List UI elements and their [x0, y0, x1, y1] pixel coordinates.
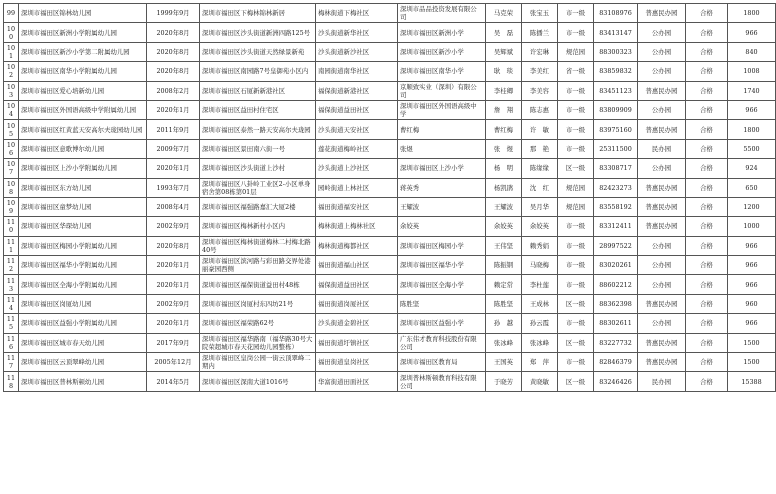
cell-name: 深圳市福田区爱心培新幼儿园 [19, 81, 147, 100]
cell-fee: 966 [728, 236, 776, 255]
cell-date: 2020年1月 [147, 159, 200, 178]
cell-sponsor: 深圳市福田区教育局 [398, 353, 486, 372]
cell-result: 合格 [686, 275, 728, 294]
cell-director: 余姣英 [522, 217, 558, 236]
cell-director: 孙云霞 [522, 314, 558, 333]
cell-result: 合格 [686, 217, 728, 236]
cell-legal: 孙 越 [486, 314, 522, 333]
cell-no: 105 [4, 120, 19, 139]
cell-grade: 市一级 [558, 353, 594, 372]
cell-address: 深圳市福田区沙头街道上沙村 [200, 159, 316, 178]
cell-grade: 市一级 [558, 236, 594, 255]
cell-no: 108 [4, 178, 19, 197]
cell-result: 合格 [686, 314, 728, 333]
cell-name: 深圳市福田区意歌博尔幼儿园 [19, 139, 147, 158]
cell-street: 福田街道圩镇社区 [316, 333, 398, 352]
cell-nature: 普惠民办园 [638, 4, 686, 23]
cell-director: 那 艳 [522, 139, 558, 158]
cell-name: 深圳市福田区华琛幼儿园 [19, 217, 147, 236]
cell-phone: 83108976 [594, 4, 638, 23]
cell-legal: 杨凯鹃 [486, 178, 522, 197]
cell-result: 合格 [686, 139, 728, 158]
cell-phone: 82423273 [594, 178, 638, 197]
cell-grade: 市一级 [558, 100, 594, 119]
cell-phone: 28997522 [594, 236, 638, 255]
cell-nature: 普惠民办园 [638, 294, 686, 313]
cell-legal: 曹红梅 [486, 120, 522, 139]
cell-nature: 普惠民办园 [638, 81, 686, 100]
cell-no: 112 [4, 256, 19, 275]
cell-name: 深圳市福田区新洲小学附属幼儿园 [19, 23, 147, 42]
cell-sponsor: 深圳市福田区益强小学 [398, 314, 486, 333]
cell-no: 114 [4, 294, 19, 313]
cell-legal: 赖定常 [486, 275, 522, 294]
cell-sponsor: 蒋英秀 [398, 178, 486, 197]
cell-date: 2011年9月 [147, 120, 200, 139]
cell-address: 深圳市福田区沙头街道新洲四路125号 [200, 23, 316, 42]
cell-name: 深圳市福田区全海小学附属幼儿园 [19, 275, 147, 294]
cell-phone: 25311500 [594, 139, 638, 158]
cell-address: 深圳市福田区泰然一路天安高尔夫珑园 [200, 120, 316, 139]
cell-street: 福田街道福山社区 [316, 256, 398, 275]
cell-legal: 詹 翔 [486, 100, 522, 119]
cell-grade: 省一级 [558, 62, 594, 81]
cell-fee: 966 [728, 314, 776, 333]
cell-phone: 83227732 [594, 333, 638, 352]
cell-director: 许宏琳 [522, 42, 558, 61]
cell-nature: 公办园 [638, 314, 686, 333]
cell-no: 116 [4, 333, 19, 352]
cell-date: 2014年5月 [147, 372, 200, 391]
cell-fee: 5500 [728, 139, 776, 158]
cell-nature: 公办园 [638, 159, 686, 178]
cell-result: 合格 [686, 353, 728, 372]
cell-address: 深圳市福田区福强路嘉汇大厦2楼 [200, 197, 316, 216]
cell-sponsor: 王耀波 [398, 197, 486, 216]
cell-street: 园岭街道上林社区 [316, 178, 398, 197]
cell-sponsor: 深圳市品品投资发展有限公司 [398, 4, 486, 23]
cell-grade: 区一级 [558, 294, 594, 313]
cell-result: 合格 [686, 42, 728, 61]
cell-fee: 1740 [728, 81, 776, 100]
cell-sponsor: 深圳市福田区全海小学 [398, 275, 486, 294]
cell-fee: 1200 [728, 197, 776, 216]
cell-result: 合格 [686, 62, 728, 81]
cell-name: 深圳市福田区梅园小学附属幼儿园 [19, 236, 147, 255]
cell-legal: 马克荣 [486, 4, 522, 23]
cell-street: 福保街道益田社区 [316, 275, 398, 294]
cell-director: 李美红 [522, 62, 558, 81]
cell-address: 深圳市福田区景田南六街一号 [200, 139, 316, 158]
cell-grade: 市一级 [558, 314, 594, 333]
cell-legal: 吴辉斌 [486, 42, 522, 61]
cell-date: 1993年7月 [147, 178, 200, 197]
cell-result: 合格 [686, 100, 728, 119]
cell-grade: 市一级 [558, 139, 594, 158]
cell-address: 深圳市福田区八卦岭工业区2-小区单身宿舍第08栋第01层 [200, 178, 316, 197]
table-row [4, 236, 776, 255]
cell-sponsor: 陈胜坚 [398, 294, 486, 313]
cell-date: 2020年8月 [147, 236, 200, 255]
cell-legal: 吴 磊 [486, 23, 522, 42]
cell-street: 沙头街道新华社区 [316, 23, 398, 42]
cell-result: 合格 [686, 294, 728, 313]
table-row [4, 197, 776, 216]
cell-director: 郑 萍 [522, 353, 558, 372]
table-row [4, 23, 776, 42]
cell-grade: 区一级 [558, 372, 594, 391]
cell-name: 深圳市福田区上沙小学附属幼儿园 [19, 159, 147, 178]
cell-nature: 普惠民办园 [638, 120, 686, 139]
cell-nature: 普惠民办园 [638, 178, 686, 197]
cell-no: 106 [4, 139, 19, 158]
cell-no: 117 [4, 353, 19, 372]
cell-fee: 966 [728, 23, 776, 42]
cell-date: 2020年1月 [147, 256, 200, 275]
cell-legal: 王伟坚 [486, 236, 522, 255]
cell-nature: 民办园 [638, 372, 686, 391]
cell-no: 107 [4, 159, 19, 178]
cell-fee: 924 [728, 159, 776, 178]
cell-phone: 83308717 [594, 159, 638, 178]
cell-sponsor: 深圳市福田区新沙小学 [398, 42, 486, 61]
cell-result: 合格 [686, 4, 728, 23]
cell-fee: 966 [728, 256, 776, 275]
table-row [4, 256, 776, 275]
cell-sponsor: 深圳市福田区福华小学 [398, 256, 486, 275]
table-row [4, 62, 776, 81]
cell-fee: 1500 [728, 333, 776, 352]
cell-grade: 市一级 [558, 275, 594, 294]
cell-fee: 966 [728, 100, 776, 119]
cell-street: 福保街道益田社区 [316, 100, 398, 119]
cell-grade: 市一级 [558, 217, 594, 236]
table-row [4, 81, 776, 100]
table-row [4, 217, 776, 236]
cell-date: 2020年1月 [147, 100, 200, 119]
cell-grade: 规范园 [558, 178, 594, 197]
cell-result: 合格 [686, 159, 728, 178]
cell-fee: 966 [728, 275, 776, 294]
cell-legal: 张冰峰 [486, 333, 522, 352]
cell-nature: 公办园 [638, 42, 686, 61]
cell-name: 深圳市福田区锦林幼儿园 [19, 4, 147, 23]
cell-director: 陈播兰 [522, 23, 558, 42]
cell-phone: 83451123 [594, 81, 638, 100]
cell-result: 合格 [686, 236, 728, 255]
cell-director: 张冰峰 [522, 333, 558, 352]
cell-director: 陈志惠 [522, 100, 558, 119]
cell-director: 黄晓敏 [522, 372, 558, 391]
cell-grade: 市一级 [558, 4, 594, 23]
cell-street: 梅林街道上梅林社区 [316, 217, 398, 236]
cell-name: 深圳市福田区岗厦幼儿园 [19, 294, 147, 313]
cell-nature: 普惠民办园 [638, 333, 686, 352]
cell-address: 深圳市福田区南园路7号皇御苑小区内 [200, 62, 316, 81]
cell-name: 深圳市福田区外国语高级中学附属幼儿园 [19, 100, 147, 119]
cell-phone: 83558192 [594, 197, 638, 216]
cell-grade: 规范园 [558, 42, 594, 61]
kindergarten-table-page [3, 3, 776, 392]
cell-date: 2008年2月 [147, 81, 200, 100]
cell-date: 2009年7月 [147, 139, 200, 158]
cell-name: 深圳市福田区普林斯顿幼儿园 [19, 372, 147, 391]
cell-date: 2020年8月 [147, 42, 200, 61]
cell-address: 深圳市福田区深南大道1016号 [200, 372, 316, 391]
table-body [4, 4, 776, 392]
cell-grade: 市一级 [558, 120, 594, 139]
cell-no: 113 [4, 275, 19, 294]
cell-name: 深圳市福田区云顶翠峰幼儿园 [19, 353, 147, 372]
cell-date: 2017年9月 [147, 333, 200, 352]
cell-date: 2020年8月 [147, 62, 200, 81]
table-row [4, 159, 776, 178]
cell-sponsor: 深圳普林斯顿教育科技有限公司 [398, 372, 486, 391]
cell-no: 110 [4, 217, 19, 236]
cell-nature: 公办园 [638, 23, 686, 42]
cell-nature: 公办园 [638, 275, 686, 294]
cell-nature: 公办园 [638, 100, 686, 119]
cell-director: 李美容 [522, 81, 558, 100]
cell-street: 梅林街道梅都社区 [316, 236, 398, 255]
cell-grade: 区一级 [558, 159, 594, 178]
cell-sponsor: 深圳市福田区梅园小学 [398, 236, 486, 255]
cell-name: 深圳市福田区童梦幼儿园 [19, 197, 147, 216]
cell-sponsor: 余姣英 [398, 217, 486, 236]
cell-address: 深圳市福田区福荣路62号 [200, 314, 316, 333]
cell-result: 合格 [686, 23, 728, 42]
cell-name: 深圳市福田区新沙小学第二附属幼儿园 [19, 42, 147, 61]
cell-address: 深圳市福田区沙头街道天然绿景新苑 [200, 42, 316, 61]
table-row [4, 4, 776, 23]
cell-nature: 民办园 [638, 139, 686, 158]
cell-result: 合格 [686, 372, 728, 391]
cell-nature: 普惠民办园 [638, 197, 686, 216]
cell-fee: 1500 [728, 353, 776, 372]
table-row [4, 294, 776, 313]
cell-legal: 王耀波 [486, 197, 522, 216]
cell-address: 深圳市福田区下梅林锦林新居 [200, 4, 316, 23]
cell-legal: 余姣英 [486, 217, 522, 236]
cell-address: 深圳市福田区福保街道益田村48栋 [200, 275, 316, 294]
cell-no: 111 [4, 236, 19, 255]
cell-fee: 1000 [728, 217, 776, 236]
cell-no: 102 [4, 62, 19, 81]
cell-nature: 公办园 [638, 256, 686, 275]
cell-street: 福保街道新港社区 [316, 81, 398, 100]
cell-phone: 88302611 [594, 314, 638, 333]
cell-name: 深圳市福田区东方幼儿园 [19, 178, 147, 197]
cell-address: 深圳市福田区梅林新村小区内 [200, 217, 316, 236]
cell-director: 陈缘缘 [522, 159, 558, 178]
kindergarten-table [3, 3, 776, 392]
table-row [4, 100, 776, 119]
cell-date: 1999年9月 [147, 4, 200, 23]
cell-sponsor: 曹红梅 [398, 120, 486, 139]
cell-legal: 耿 琰 [486, 62, 522, 81]
cell-date: 2020年1月 [147, 314, 200, 333]
cell-grade: 市一级 [558, 256, 594, 275]
cell-date: 2008年4月 [147, 197, 200, 216]
cell-phone: 88362398 [594, 294, 638, 313]
cell-phone: 83246426 [594, 372, 638, 391]
cell-no: 103 [4, 81, 19, 100]
cell-name: 深圳市福田区红黄蓝天安高尔夫珑园幼儿园 [19, 120, 147, 139]
cell-director: 李杜莲 [522, 275, 558, 294]
cell-nature: 普惠民办园 [638, 217, 686, 236]
cell-phone: 83809909 [594, 100, 638, 119]
cell-phone: 83020261 [594, 256, 638, 275]
cell-grade: 规范园 [558, 197, 594, 216]
cell-result: 合格 [686, 178, 728, 197]
cell-sponsor: 深圳市福田区新洲小学 [398, 23, 486, 42]
cell-legal: 陈振钢 [486, 256, 522, 275]
cell-sponsor: 京顺致实业（深圳）有限公司 [398, 81, 486, 100]
cell-no: 109 [4, 197, 19, 216]
table-row [4, 275, 776, 294]
cell-street: 华富街道田面社区 [316, 372, 398, 391]
cell-street: 沙头街道新沙社区 [316, 42, 398, 61]
table-row [4, 353, 776, 372]
cell-director: 沈 红 [522, 178, 558, 197]
cell-no: 115 [4, 314, 19, 333]
table-row [4, 314, 776, 333]
cell-sponsor: 深圳市福田区外国语高级中学 [398, 100, 486, 119]
cell-legal: 张 煜 [486, 139, 522, 158]
cell-result: 合格 [686, 256, 728, 275]
cell-address: 深圳市福田区益田村住宅区 [200, 100, 316, 119]
cell-nature: 公办园 [638, 236, 686, 255]
cell-date: 2020年8月 [147, 23, 200, 42]
cell-director: 马晓梅 [522, 256, 558, 275]
cell-legal: 李桂卿 [486, 81, 522, 100]
cell-address: 深圳市福田区福华路南（福华路30号大院荣超城市春天花园幼儿园整栋） [200, 333, 316, 352]
cell-date: 2005年12月 [147, 353, 200, 372]
cell-phone: 88300323 [594, 42, 638, 61]
cell-date: 2002年9月 [147, 217, 200, 236]
cell-date: 2020年1月 [147, 275, 200, 294]
table-row [4, 178, 776, 197]
cell-address: 深圳市福田区岗厦村东四坊21号 [200, 294, 316, 313]
cell-address: 深圳市福田区石厦新新港社区 [200, 81, 316, 100]
cell-nature: 普惠民办园 [638, 353, 686, 372]
cell-name: 深圳市福田区益强小学附属幼儿园 [19, 314, 147, 333]
cell-grade: 区一级 [558, 333, 594, 352]
cell-legal: 王国英 [486, 353, 522, 372]
cell-legal: 陈胜坚 [486, 294, 522, 313]
cell-address: 深圳市福田区皇岗公园一街云顶翠峰二期内 [200, 353, 316, 372]
cell-street: 莲花街道梅岭社区 [316, 139, 398, 158]
cell-result: 合格 [686, 333, 728, 352]
table-row [4, 42, 776, 61]
cell-name: 深圳市福田区城市春天幼儿园 [19, 333, 147, 352]
cell-no: 104 [4, 100, 19, 119]
cell-grade: 市一级 [558, 23, 594, 42]
cell-street: 沙头街道上沙社区 [316, 159, 398, 178]
cell-address: 深圳市福田区滨河路与彩田路交界处港丽豪园西侧 [200, 256, 316, 275]
cell-no: 101 [4, 42, 19, 61]
cell-date: 2002年9月 [147, 294, 200, 313]
cell-name: 深圳市福田区南华小学附属幼儿园 [19, 62, 147, 81]
cell-grade: 市一级 [558, 81, 594, 100]
cell-fee: 1800 [728, 120, 776, 139]
cell-result: 合格 [686, 120, 728, 139]
cell-address: 深圳市福田区梅林街道梅林二村梅北路40号 [200, 236, 316, 255]
cell-no: 118 [4, 372, 19, 391]
cell-director: 吴月华 [522, 197, 558, 216]
cell-phone: 88602212 [594, 275, 638, 294]
cell-director: 许 敏 [522, 120, 558, 139]
cell-sponsor: 张煜 [398, 139, 486, 158]
table-row [4, 120, 776, 139]
cell-phone: 83975160 [594, 120, 638, 139]
cell-street: 南园街道南华社区 [316, 62, 398, 81]
cell-fee: 1800 [728, 4, 776, 23]
cell-legal: 杨 明 [486, 159, 522, 178]
cell-phone: 83312411 [594, 217, 638, 236]
cell-nature: 公办园 [638, 62, 686, 81]
cell-no: 99 [4, 4, 19, 23]
cell-sponsor: 深圳市福田区上沙小学 [398, 159, 486, 178]
cell-fee: 650 [728, 178, 776, 197]
cell-director: 张宝玉 [522, 4, 558, 23]
cell-no: 100 [4, 23, 19, 42]
table-row [4, 139, 776, 158]
cell-name: 深圳市福田区福华小学附属幼儿园 [19, 256, 147, 275]
cell-fee: 15388 [728, 372, 776, 391]
cell-phone: 83859832 [594, 62, 638, 81]
table-row [4, 372, 776, 391]
cell-fee: 960 [728, 294, 776, 313]
cell-legal: 于晓芳 [486, 372, 522, 391]
cell-street: 福田街道皇岗社区 [316, 353, 398, 372]
cell-fee: 1008 [728, 62, 776, 81]
cell-director: 王成林 [522, 294, 558, 313]
cell-sponsor: 深圳市福田区南华小学 [398, 62, 486, 81]
cell-result: 合格 [686, 197, 728, 216]
cell-street: 沙头街道金碧社区 [316, 314, 398, 333]
cell-street: 梅林街道下梅社区 [316, 4, 398, 23]
cell-street: 沙头街道天安社区 [316, 120, 398, 139]
cell-street: 福田街道福安社区 [316, 197, 398, 216]
cell-sponsor: 广东伟才教育科技股份有限公司 [398, 333, 486, 352]
cell-phone: 83413147 [594, 23, 638, 42]
cell-fee: 840 [728, 42, 776, 61]
cell-result: 合格 [686, 81, 728, 100]
table-row [4, 333, 776, 352]
cell-street: 福田街道岗厦社区 [316, 294, 398, 313]
cell-director: 赖秀娟 [522, 236, 558, 255]
cell-phone: 82846379 [594, 353, 638, 372]
